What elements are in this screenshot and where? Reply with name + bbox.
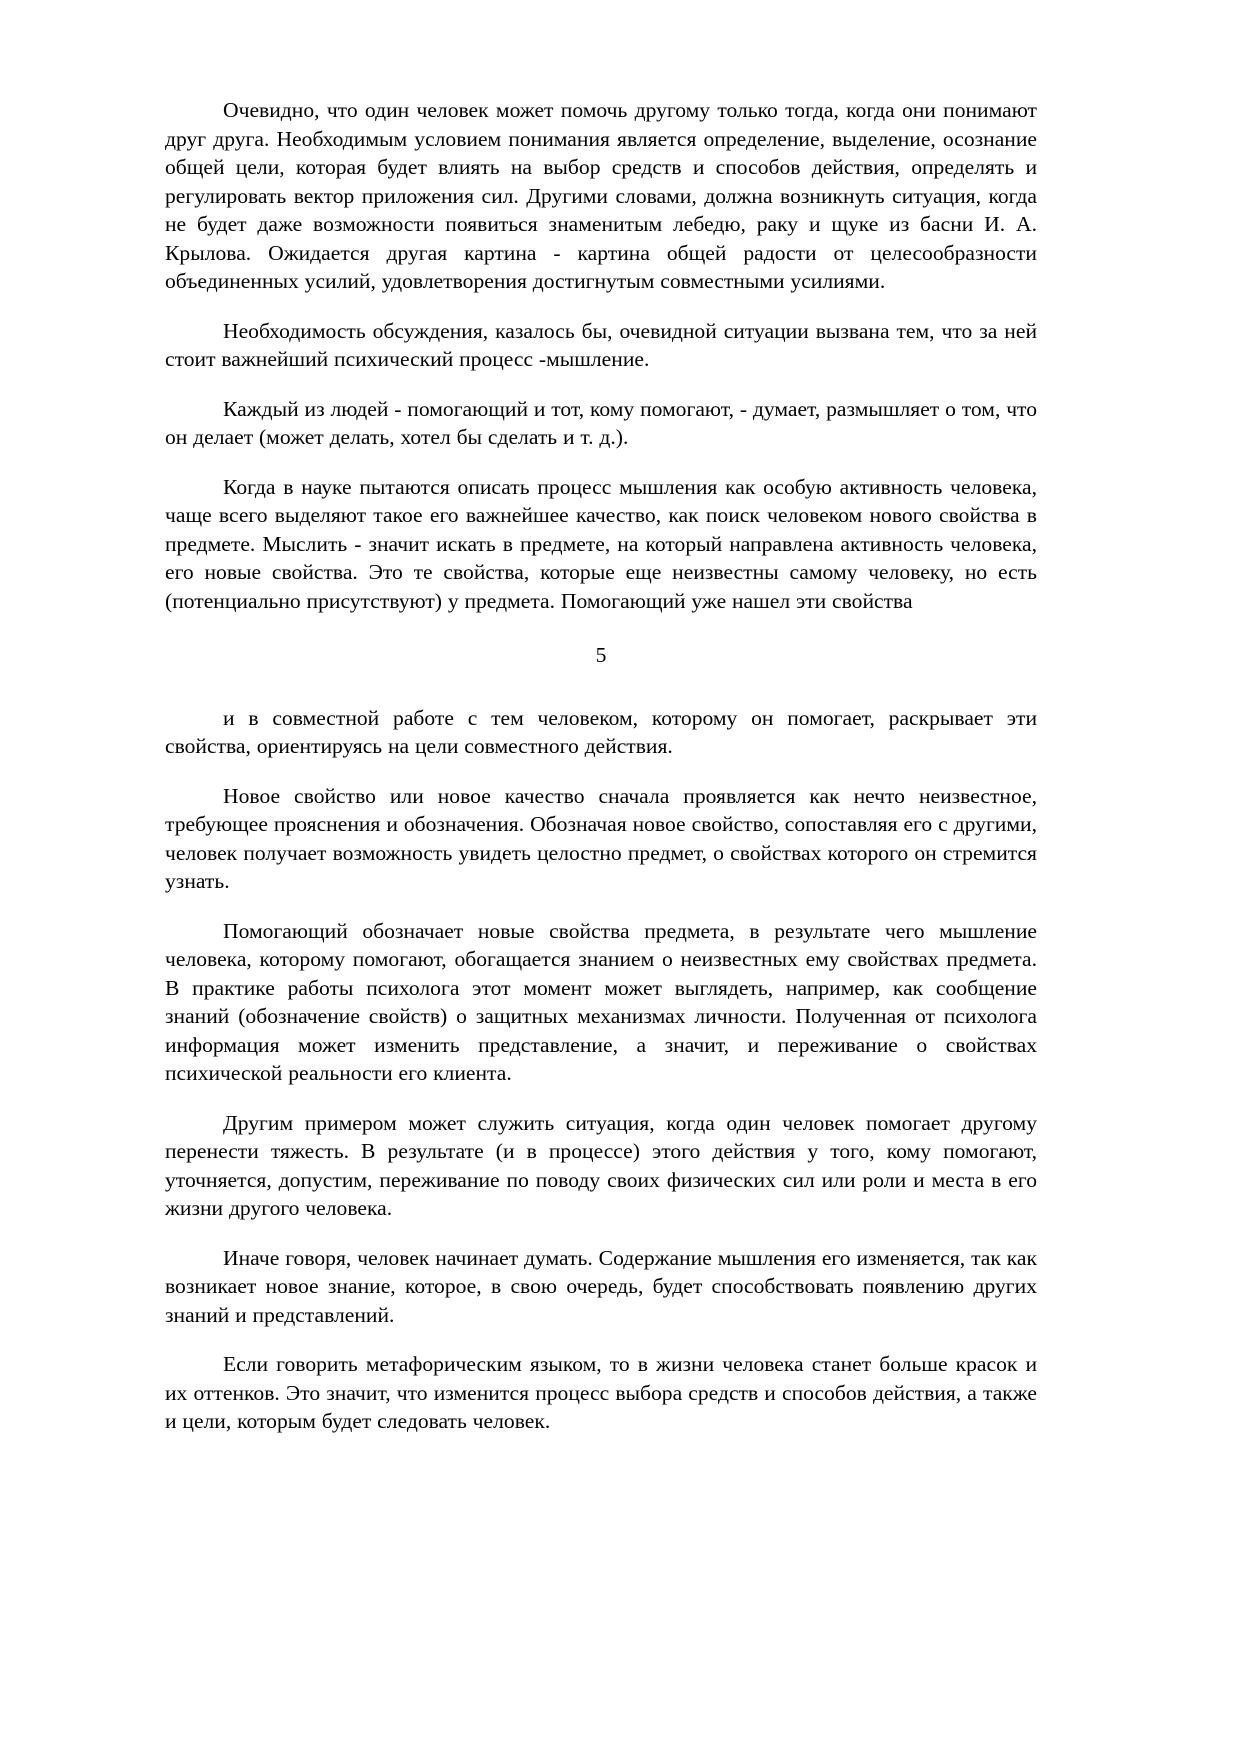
paragraph-kogda-v-nauke: Когда в науке пытаются описать процесс мышления как особую активность человека, чаще всего выделяют такое его важнейшее качество, как поиск человеком нового свойства в предмете. Мыслить - значит искать в предмете, на который направлена активность человека, его новые свойства. Это те свойства, которые еще неизвестны самому человеку, но есть (потенциально присутствуют) у предмета. Помогающий уже нашел эти свойства	[165, 474, 1037, 613]
paragraph-pomogayushchii: Помогающий обозначает новые свойства предмета, в результате чего мышление человека, которому помогают, обогащается знанием о неизвестных ему свойствах предмета. В практике работы психолога этот момент может выглядеть, например, как сообщение знаний (обозначение свойств) о защитных механизмах личности. Полученная от психолога информация может изменить представление, а значит, и переживание о свойствах психической реальности его клиента.	[165, 918, 1037, 1085]
paragraph-drugim-primerom: Другим примером может служить ситуация, когда один человек помогает другому перенести тяжесть. В результате (и в процессе) этого действия у того, кому помогают, уточняется, допустим, переживание по поводу своих физических сил или роли и места в его жизни другого человека.	[165, 1110, 1037, 1220]
paragraph-i-v-sovmestnoi: и в совместной работе с тем человеком, которому он помогает, раскрывает эти свойства, ориентируясь на цели совместного действия.	[165, 705, 1037, 758]
paragraph-inache-govorya: Иначе говоря, человек начинает думать. Содержание мышления его изменяется, так как возникает новое знание, которое, в свою очередь, будет способствовать появлению других знаний и представлений.	[165, 1245, 1037, 1327]
page-number-marker: 5	[595, 643, 607, 667]
paragraph-ochevidno: Очевидно, что один человек может помочь другому только тогда, когда они понимают друг друга. Необходимым условием понимания является определение, выделение, осознание общей цели, которая будет влиять на выбор средств и способов действия, определять и регулировать вектор приложения сил. Другими словами, должна возникнуть ситуация, когда не будет даже возможности появиться знаменитым лебедю, раку и щуке из басни И. А. Крылова. Ожидается другая картина - картина общей радости от целесообразности объединенных усилий, удовлетворения достигнутым совместными усилиями.	[165, 98, 1037, 293]
paragraph-esli-govorit: Если говорить метафорическим языком, то в жизни человека станет больше красок и их оттенков. Это значит, что изменится процесс выбора средств и способов действия, а также и цели, которым будет следовать человек.	[165, 1352, 1037, 1433]
paragraph-novoe-svoistvo: Новое свойство или новое качество сначала проявляется как нечто неизвестное, требующее прояснения и обозначения. Обозначая новое свойство, сопоставляя его с другими, человек получает возможность увидеть целостно предмет, о свойствах которого он стремится узнать.	[165, 783, 1037, 893]
paragraph-kazhdyi: Каждый из людей - помогающий и тот, кому помогают, - думает, размышляет о том, что он делает (может делать, хотел бы сделать и т. д.).	[165, 396, 1037, 449]
paragraph-neobhodimost: Необходимость обсуждения, казалось бы, очевидной ситуации вызвана тем, что за ней стоит важнейший психический процесс -мышление.	[165, 318, 1037, 371]
body-text-column	[165, 96, 1037, 1457]
